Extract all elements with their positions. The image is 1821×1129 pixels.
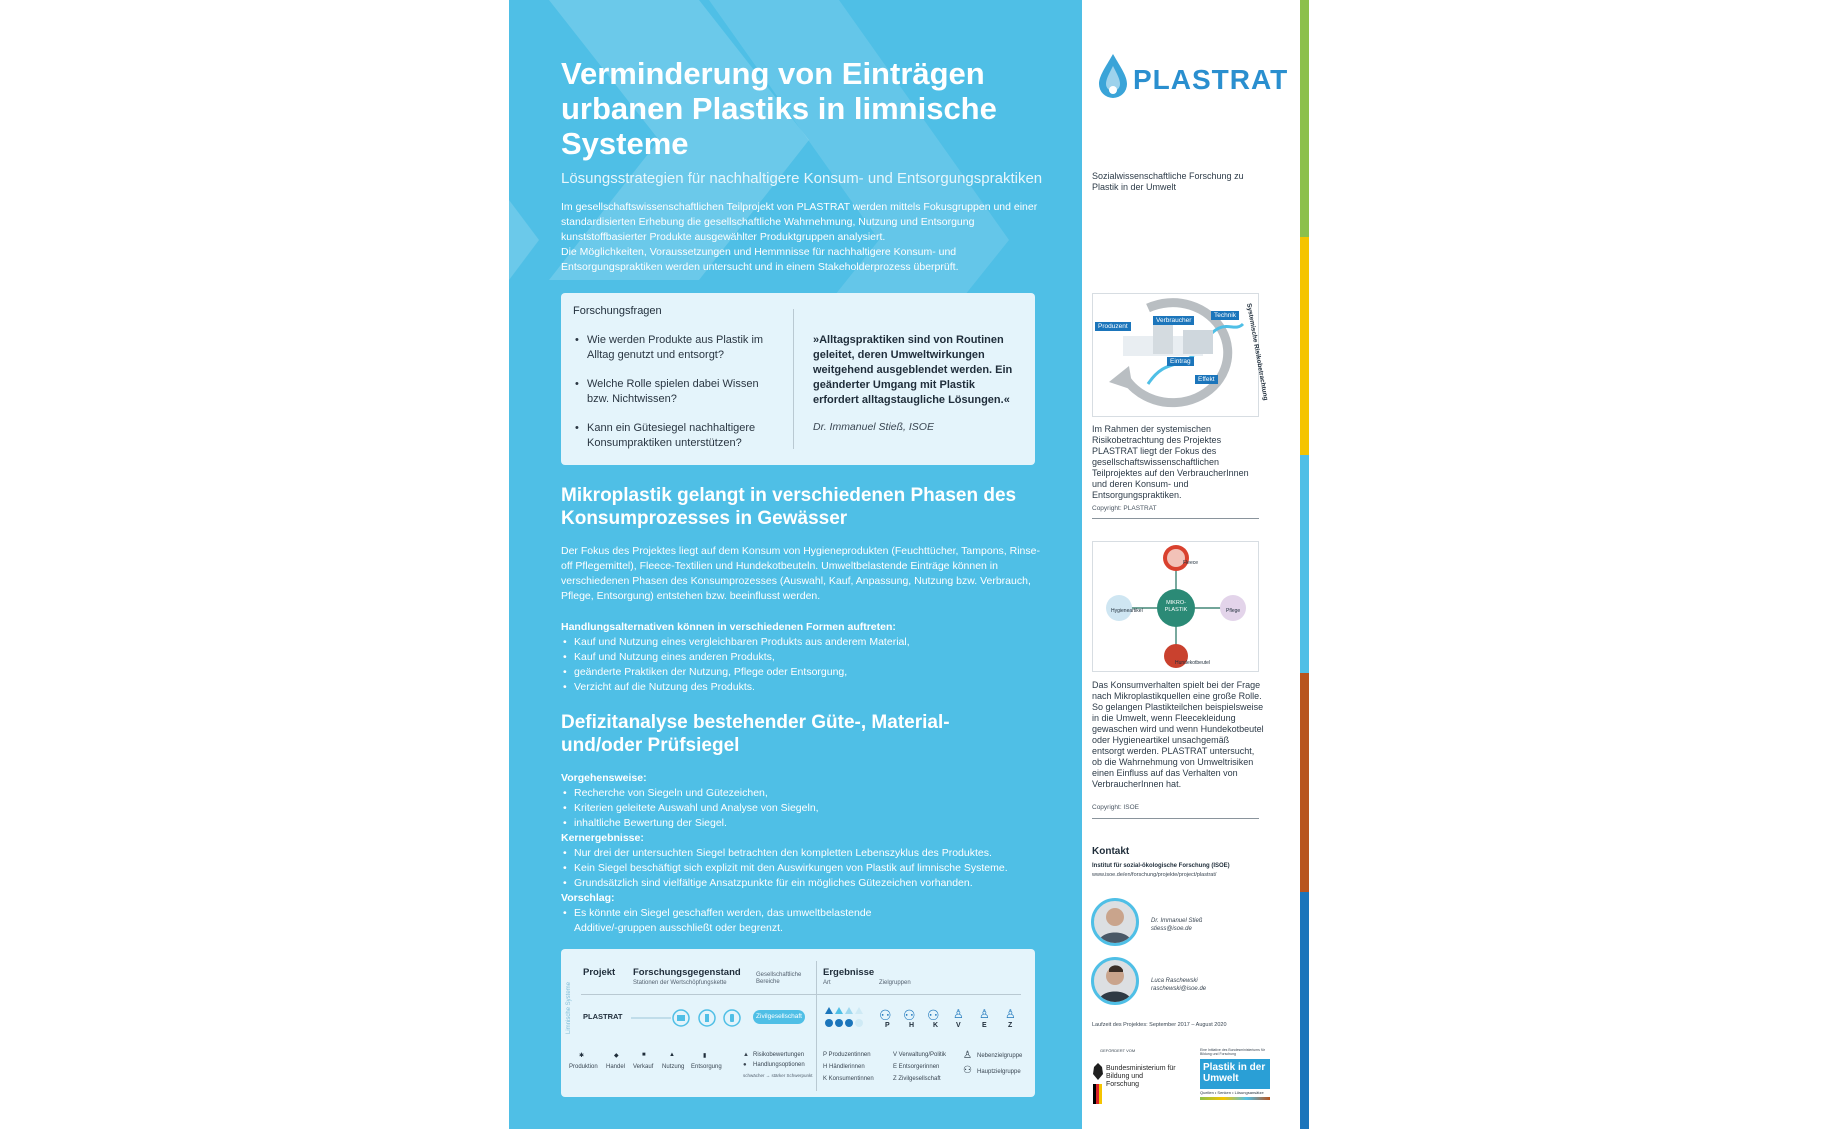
list-item: • Kann ein Gütesiegel nachhaltigere Konsumpraktiken unterstützen? bbox=[575, 421, 775, 451]
list-item: • Wie werden Produkte aus Plastik im Alltag genutzt und entsorgt? bbox=[575, 333, 775, 363]
section1-text: Der Fokus des Projektes liegt auf dem Konsum von Hygieneprodukten (Feuchttücher, Tampons, Rinse-off Pflegemittel), Fleece-Textilien und Hundekotbeuteln. Umweltbelastende Einträge können in verschiedenen Phasen des Konsumprozesses (Auswahl, Kauf, Anpassung, Nutzung bzw. Verbrauch, Pflege, Entsorgung) entstehen bzw. beeinflusst werden. bbox=[561, 545, 1040, 602]
section2-block bbox=[561, 771, 1061, 936]
risk-icon: ▲ bbox=[743, 1052, 749, 1058]
legend-types bbox=[743, 1052, 823, 1082]
list-item: • Kriterien geleitete Auswahl und Analyse von Siegeln, bbox=[561, 801, 1061, 816]
table-row-label: PLASTRAT bbox=[583, 1012, 623, 1021]
fig1-copyright: Copyright: PLASTRAT bbox=[1092, 505, 1157, 512]
color-stripe bbox=[1300, 0, 1309, 1129]
legend-targets bbox=[963, 1050, 1033, 1090]
sale-icon: ■ bbox=[642, 1052, 646, 1058]
list-item: • Welche Rolle spielen dabei Wissen bzw. Nichtwissen? bbox=[575, 377, 775, 407]
legend-item: Nutzung bbox=[662, 1064, 685, 1070]
legend-item: Risikobewertungen bbox=[753, 1052, 805, 1058]
legend-item: Nebenzielgruppe bbox=[977, 1053, 1023, 1059]
stripe-segment bbox=[1300, 673, 1309, 892]
results-list bbox=[561, 846, 1061, 891]
label-effekt: Effekt bbox=[1195, 375, 1218, 384]
approach-heading: Vorgehensweise: bbox=[561, 772, 647, 784]
legend-groups-a bbox=[823, 1052, 893, 1092]
zivilgesellschaft-pill: Zivilgesellschaft bbox=[753, 1010, 805, 1024]
legend-item: K Konsumentinnen bbox=[823, 1076, 874, 1082]
label-hygiene: Hygieneartikel bbox=[1111, 608, 1143, 614]
funder-label: GEFÖRDERT VOM bbox=[1100, 1048, 1136, 1053]
research-questions-box bbox=[561, 293, 1035, 465]
box-divider bbox=[793, 309, 794, 449]
stripe-segment bbox=[1300, 0, 1309, 237]
fig1-caption: Im Rahmen der systemischen Risikobetrachtung des Projektes PLASTRAT liegt der Fokus des gesellschaftswissenschaftlichen Teilprojektes auf den VerbraucherInnen und deren Konsum- und Entsorgungspraktiken. bbox=[1092, 424, 1249, 500]
table-subheader-zielgruppen: Zielgruppen bbox=[879, 980, 911, 986]
main-panel bbox=[509, 0, 1082, 1129]
water-drop-icon bbox=[1097, 52, 1129, 102]
arc-label: Systemische Risikobetrachtung bbox=[1245, 302, 1270, 402]
table-header-bereiche: Gesellschaftliche Bereiche bbox=[756, 972, 802, 985]
divider bbox=[1092, 818, 1259, 819]
section1-heading: Mikroplastik gelangt in verschiedenen Phasen des Konsumprozesses in Gewässer bbox=[561, 485, 1017, 529]
tagline: Sozialwissenschaftliche Forschung zu Plastik in der Umwelt bbox=[1092, 171, 1244, 192]
label-eintrag: Eintrag bbox=[1167, 357, 1194, 366]
table-side-label: Limnische Systeme bbox=[566, 981, 572, 1034]
table-subheader-art: Art bbox=[823, 980, 831, 986]
production-icon: ✱ bbox=[579, 1053, 585, 1059]
risk-cycle-figure bbox=[1092, 293, 1270, 417]
bmbf-logo bbox=[1092, 1048, 1182, 1108]
legend-item: H Händlerinnen bbox=[823, 1064, 865, 1070]
list-item: • inhaltliche Bewertung der Siegel. bbox=[561, 816, 1061, 831]
fig2-copyright: Copyright: ISOE bbox=[1092, 804, 1139, 811]
quote-author: Dr. Immanuel Stieß, ISOE bbox=[813, 421, 934, 433]
person-icon: ♙ bbox=[963, 1050, 972, 1061]
legend-item: Produktion bbox=[569, 1064, 598, 1070]
label-pflege: Pflege bbox=[1226, 608, 1241, 614]
table-subheader: Stationen der Wertschöpfungskette bbox=[633, 980, 727, 986]
legend-item: Entsorgung bbox=[691, 1064, 722, 1070]
intro-paragraph: Im gesellschaftswissenschaftlichen Teilprojekt von PLASTRAT werden mittels Fokusgruppen und einer standardisierten Erhebung die gesellschaftliche Wahrnehmung, Nutzung und Entsorgung kunststoffbasierter Produkte ausgewählter Produktgruppen analysiert. bbox=[561, 201, 1038, 243]
list-item: • Recherche von Siegeln und Gütezeichen, bbox=[561, 786, 1061, 801]
research-questions-heading: Forschungsfragen bbox=[573, 305, 662, 317]
list-item: • Verzicht auf die Nutzung des Produkts. bbox=[561, 680, 1051, 695]
option-icon: ● bbox=[743, 1062, 747, 1068]
section1-list-block bbox=[561, 620, 1051, 695]
group-label: Z bbox=[1008, 1022, 1013, 1029]
legend-item: V Verwaltung/Politik bbox=[893, 1052, 947, 1058]
group-icon: ♙ bbox=[1005, 1007, 1016, 1021]
legend-item: Z Zivilgesellschaft bbox=[893, 1076, 941, 1082]
fig2-caption: Das Konsumverhalten spielt bei der Frage nach Mikroplastikquellen eine große Rolle. So gelangen Plastikteilchen beispielsweise in die Umwelt, wenn Fleecekleidung gewaschen wird und wenn Hundekotbeutel oder Hygieneartikel unsachgemäß entsorgt werden. PLASTRAT untersucht, ob die Wahrnehmung von Umweltrisiken einen Einfluss auf das Verhalten von VerbraucherInnen hat. bbox=[1092, 680, 1264, 789]
list-item: • Kauf und Nutzung eines anderen Produkts, bbox=[561, 650, 1051, 665]
legend-item: Verkauf bbox=[633, 1064, 654, 1070]
proposal-list bbox=[561, 906, 891, 936]
group-icon: ⚇ bbox=[903, 1007, 916, 1023]
results-heading: Kernergebnisse: bbox=[561, 832, 644, 844]
table-header-gegenstand: Forschungsgegenstand bbox=[633, 967, 741, 978]
project-runtime: Laufzeit des Projektes: September 2017 – August 2020 bbox=[1092, 1022, 1227, 1028]
table-header-rule bbox=[581, 994, 1021, 995]
research-questions-list bbox=[575, 333, 775, 465]
avatar bbox=[1091, 957, 1139, 1005]
group-label: E bbox=[982, 1022, 987, 1029]
contact-heading: Kontakt bbox=[1092, 846, 1130, 857]
group-label: V bbox=[956, 1022, 961, 1029]
group-icon: ♙ bbox=[979, 1007, 990, 1021]
intro-paragraph: Die Möglichkeiten, Voraussetzungen und Hemmnisse für nachhaltigere Konsum- und Entsorgungspraktiken werden untersucht und in einem Stakeholderprozess überprüft. bbox=[561, 246, 959, 273]
label-technik: Technik bbox=[1211, 311, 1239, 320]
quote-text: »Alltagspraktiken sind von Routinen geleitet, deren Umweltwirkungen weitgehend ausgeblendet werden. Ein geänderter Umgang mit Plastik erfordert alltagstaugliche Lösungen.« bbox=[813, 334, 1013, 406]
alternatives-list bbox=[561, 635, 1051, 695]
trade-icon: ◆ bbox=[614, 1053, 619, 1059]
section1-list-heading: Handlungsalternativen können in verschiedenen Formen auftreten: bbox=[561, 621, 896, 633]
stripe-segment bbox=[1300, 455, 1309, 673]
station-icons bbox=[631, 1006, 751, 1030]
legend-item: Handlungsoptionen bbox=[753, 1062, 805, 1068]
result-type-icons bbox=[825, 1007, 867, 1029]
label-hundekotbeutel: Hundekotbeutel bbox=[1175, 660, 1211, 666]
center-label: MIKRO-PLASTIK bbox=[1164, 600, 1188, 613]
list-item: • Grundsätzlich sind vielfältige Ansatzpunkte für ein mögliches Gütezeichen vorhanden. bbox=[561, 876, 1061, 891]
overview-table bbox=[561, 949, 1035, 1097]
stripe-segment bbox=[1300, 892, 1309, 1129]
group-label: K bbox=[933, 1022, 939, 1029]
side-panel bbox=[1082, 0, 1300, 1129]
initiative-sub: Quellen • Senken • Lösungsansätze bbox=[1200, 1090, 1264, 1095]
label-fleece: Fleece bbox=[1183, 560, 1199, 566]
stripe-segment bbox=[1300, 237, 1309, 455]
ministry-name: Bundesministerium für Bildung und Forschung bbox=[1106, 1065, 1176, 1088]
contact-name: Luca Raschewski bbox=[1151, 978, 1198, 984]
disposal-icon: ▮ bbox=[703, 1053, 707, 1059]
legend-item: Handel bbox=[606, 1064, 626, 1070]
target-groups bbox=[879, 1007, 1029, 1037]
divider bbox=[1092, 518, 1259, 519]
avatar bbox=[1091, 898, 1139, 946]
legend-groups-b bbox=[893, 1052, 963, 1092]
initiative-logo bbox=[1200, 1048, 1272, 1108]
label-verbraucher: Verbraucher bbox=[1153, 316, 1194, 325]
legend-item: E Entsorgerinnen bbox=[893, 1064, 940, 1070]
legend-item: Hauptzielgruppe bbox=[977, 1069, 1021, 1075]
proposal-heading: Vorschlag: bbox=[561, 892, 615, 904]
initiative-note: Eine Initiative des Bundesministeriums für Bildung und Forschung bbox=[1200, 1048, 1265, 1056]
approach-list bbox=[561, 786, 1061, 831]
color-bar bbox=[1200, 1097, 1270, 1100]
initiative-title: Plastik in der Umwelt bbox=[1200, 1059, 1270, 1089]
microplastic-figure bbox=[1092, 541, 1259, 672]
group-icon: ♙ bbox=[953, 1007, 964, 1021]
contact-url[interactable]: www.isoe.de/en/forschung/projekte/project/plastrat/ bbox=[1092, 872, 1217, 878]
poster-subtitle: Lösungsstrategien für nachhaltigere Konsum- und Entsorgungspraktiken bbox=[561, 170, 1043, 187]
list-item: • geänderte Praktiken der Nutzung, Pflege oder Entsorgung, bbox=[561, 665, 1051, 680]
list-item: • Nur drei der untersuchten Siegel betrachten den kompletten Lebenszyklus des Produktes. bbox=[561, 846, 1061, 861]
legend-note: schwächer → stärker Schwerpunkt bbox=[743, 1073, 813, 1078]
poster bbox=[509, 0, 1309, 1129]
logo-text: PLASTRAT bbox=[1133, 64, 1289, 95]
legend-stations bbox=[569, 1052, 722, 1082]
intro-text bbox=[561, 200, 1041, 275]
list-item: • Kauf und Nutzung eines vergleichbaren Produkts aus anderem Material, bbox=[561, 635, 1051, 650]
contact-email[interactable]: stiess@isoe.de bbox=[1151, 926, 1192, 932]
group-icon: ⚇ bbox=[927, 1007, 940, 1023]
plastrat-logo bbox=[1097, 52, 1287, 102]
group-label: H bbox=[909, 1022, 915, 1029]
contact-name: Dr. Immanuel Stieß bbox=[1151, 918, 1203, 924]
contact-institute: Institut für sozial-ökologische Forschung (ISOE) bbox=[1092, 863, 1230, 869]
contact-email[interactable]: raschewski@isoe.de bbox=[1151, 986, 1207, 992]
group-label: P bbox=[885, 1022, 890, 1029]
group-icon: ⚇ bbox=[963, 1065, 972, 1076]
poster-title: Verminderung von Einträgen urbanen Plastiks in limnische Systeme bbox=[561, 56, 997, 161]
list-item: • Es könnte ein Siegel geschaffen werden, das umweltbelastende Additive/-gruppen ausschließt oder begrenzt. bbox=[561, 906, 891, 936]
list-item: • Kein Siegel beschäftigt sich explizit mit den Auswirkungen von Plastik auf limnische Systeme. bbox=[561, 861, 1061, 876]
use-icon: ▲ bbox=[669, 1052, 675, 1058]
table-header-ergebnisse: Ergebnisse bbox=[823, 967, 875, 978]
group-icon: ⚇ bbox=[879, 1007, 892, 1023]
section2-heading: Defizitanalyse bestehender Güte-, Material- und/oder Prüfsiegel bbox=[561, 712, 950, 756]
legend-item: P Produzentinnen bbox=[823, 1052, 871, 1058]
label-produzent: Produzent bbox=[1095, 322, 1131, 331]
flag-stripe bbox=[1099, 1084, 1102, 1104]
eagle-icon bbox=[1092, 1062, 1104, 1082]
table-header-projekt: Projekt bbox=[583, 967, 616, 978]
